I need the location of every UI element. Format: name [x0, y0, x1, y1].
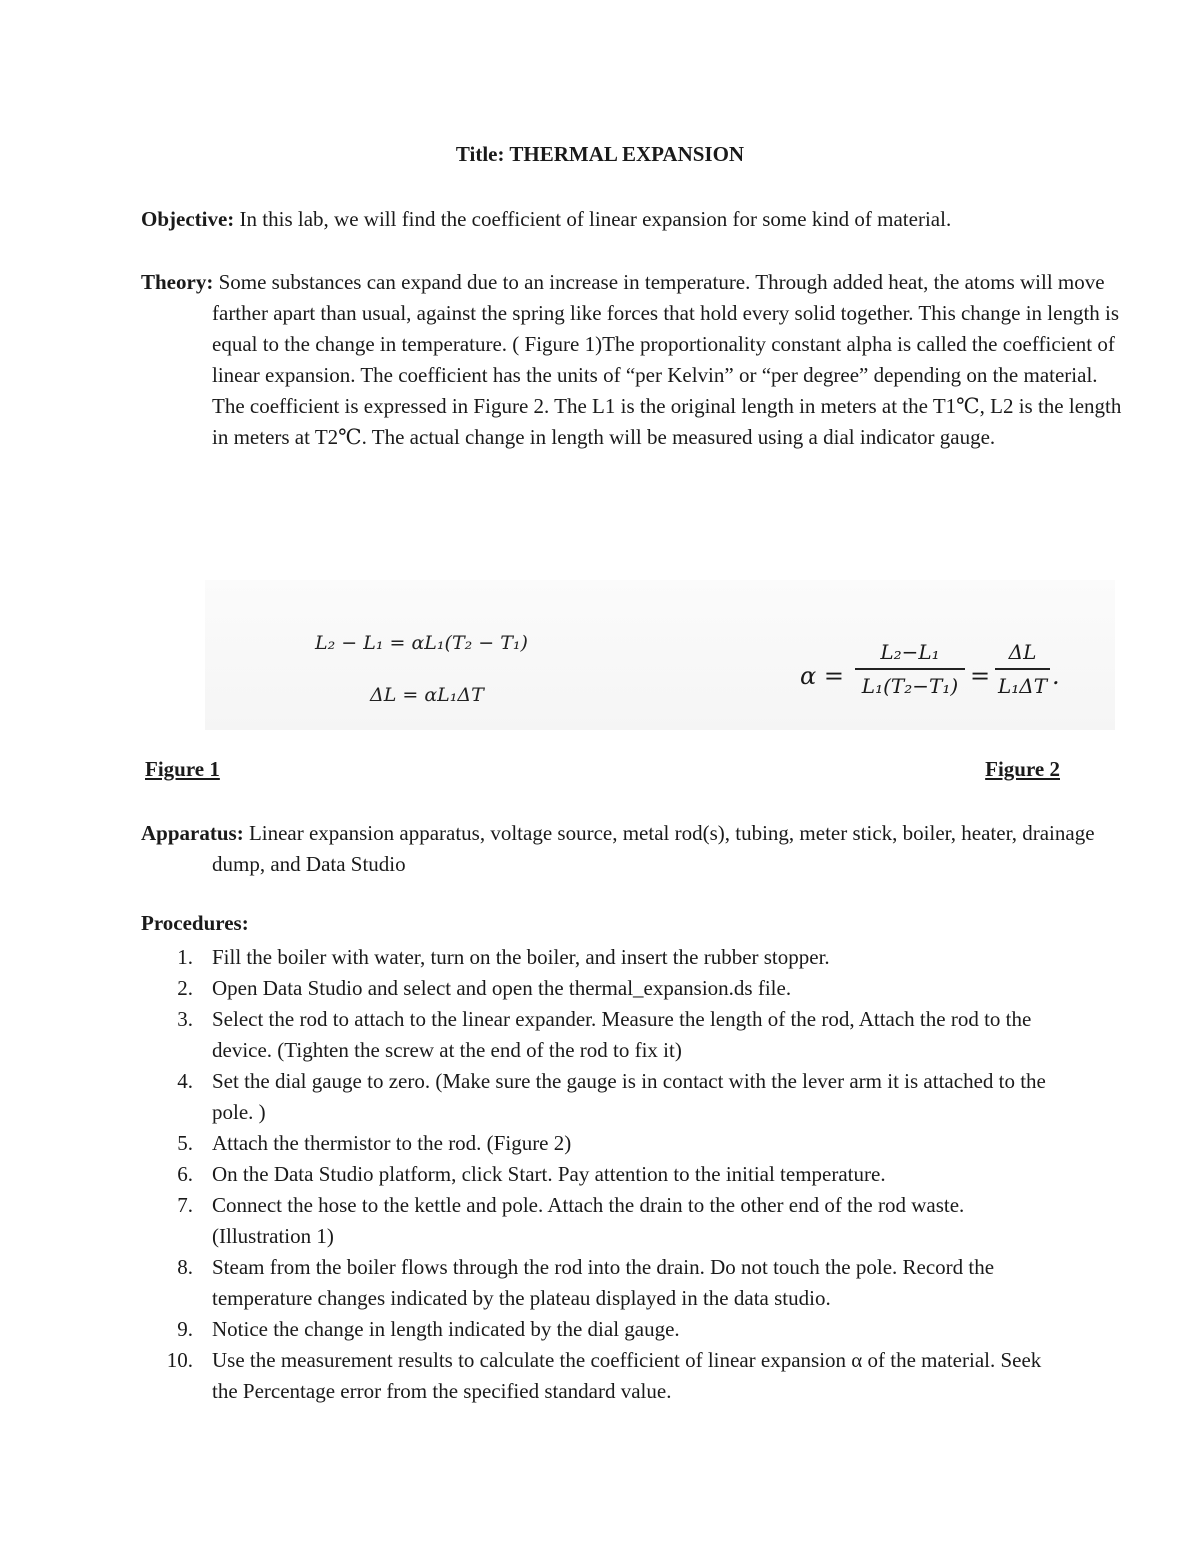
step-number: 5. [177, 1131, 193, 1155]
figure1-equation-2: ΔL = αL₁ΔT [370, 684, 484, 706]
procedure-step [141, 1066, 1066, 1128]
step-number: 1. [177, 945, 193, 969]
figure2-fraction-2-denominator: L₁ΔT [997, 674, 1048, 698]
apparatus-label: Apparatus: [141, 821, 244, 845]
step-text: Open Data Studio and select and open the thermal_expansion.ds file. [212, 976, 792, 1000]
objective-label: Objective: [141, 207, 235, 231]
title-text: THERMAL EXPANSION [509, 142, 745, 166]
fraction-bar [855, 668, 965, 670]
step-text: Use the measurement results to calculate the coefficient of linear expansion α of the material. Seek the Percentage error from the specified standard value. [212, 1348, 1042, 1403]
step-text: Attach the thermistor to the rod. (Figure 2) [212, 1131, 572, 1155]
figure2-alpha: α = [800, 662, 844, 690]
figure1-caption: Figure 1 [145, 757, 220, 781]
figure2-fraction-1 [855, 640, 965, 698]
apparatus-paragraph [141, 818, 1132, 880]
step-number: 7. [177, 1193, 193, 1217]
step-number: 4. [177, 1069, 193, 1093]
procedure-step [141, 973, 1066, 1004]
figure2-fraction-2-numerator: ΔL [1008, 640, 1037, 664]
figure2-fraction-1-denominator: L₁(T₂−T₁) [861, 674, 959, 698]
figure2-fraction-1-numerator: L₂−L₁ [880, 640, 940, 664]
step-number: 6. [177, 1162, 193, 1186]
figure2-equation [800, 640, 1070, 720]
procedure-step [141, 1345, 1066, 1407]
objective-text: In this lab, we will find the coefficient of linear expansion for some kind of material. [239, 207, 952, 231]
procedures-heading: Procedures: [141, 911, 249, 935]
step-number: 10. [166, 1348, 193, 1372]
objective-paragraph [141, 204, 1061, 235]
figure2-period: . [1052, 662, 1060, 690]
figure2-equals: = [970, 662, 991, 690]
step-text: Steam from the boiler flows through the rod into the drain. Do not touch the pole. Record the temperature changes indicated by the plateau displayed in the data studio. [212, 1255, 995, 1310]
step-text: Connect the hose to the kettle and pole. Attach the drain to the other end of the rod waste. (Illustration 1) [212, 1193, 965, 1248]
step-number: 2. [177, 976, 193, 1000]
page-title [0, 142, 1200, 167]
procedure-step [141, 1190, 1066, 1252]
theory-text: Some substances can expand due to an increase in temperature. Through added heat, the atoms will move farther apart than usual, against the spring like forces that hold every solid together. This change in length is equal to the change in temperature. ( Figure 1)The proportionality constant alpha is called the coefficient of linear expansion. The coefficient has the units of “per Kelvin” or “per degree” depending on the material. The coefficient is expressed in Figure 2. The L1 is the original length in meters at the T1℃, L2 is the length in meters at T2℃. The actual change in length will be measured using a dial indicator gauge. [212, 270, 1122, 449]
figure2-fraction-2 [995, 640, 1050, 698]
figure1-equation-1: L₂ − L₁ = αL₁(T₂ − T₁) [315, 632, 528, 654]
procedure-step [141, 1252, 1066, 1314]
procedure-step [141, 1004, 1066, 1066]
step-text: Select the rod to attach to the linear expander. Measure the length of the rod, Attach the rod to the device. (Tighten the screw at the end of the rod to fix it) [212, 1007, 1032, 1062]
procedure-step [141, 1159, 1066, 1190]
procedures-list [141, 942, 1066, 1407]
fraction-bar [995, 668, 1050, 670]
apparatus-text: Linear expansion apparatus, voltage source, metal rod(s), tubing, meter stick, boiler, heater, drainage dump, and Data Studio [212, 821, 1095, 876]
theory-label: Theory: [141, 270, 214, 294]
procedure-step [141, 1128, 1066, 1159]
step-number: 8. [177, 1255, 193, 1279]
title-label: Title: [455, 142, 505, 166]
step-text: Fill the boiler with water, turn on the boiler, and insert the rubber stopper. [212, 945, 830, 969]
theory-paragraph [141, 267, 1132, 453]
step-number: 9. [177, 1317, 193, 1341]
step-text: Notice the change in length indicated by the dial gauge. [212, 1317, 680, 1341]
step-text: On the Data Studio platform, click Start. Pay attention to the initial temperature. [212, 1162, 886, 1186]
step-text: Set the dial gauge to zero. (Make sure the gauge is in contact with the lever arm it is attached to the pole. ) [212, 1069, 1046, 1124]
procedure-step [141, 942, 1066, 973]
step-number: 3. [177, 1007, 193, 1031]
figure2-caption: Figure 2 [985, 757, 1060, 781]
procedure-step [141, 1314, 1066, 1345]
